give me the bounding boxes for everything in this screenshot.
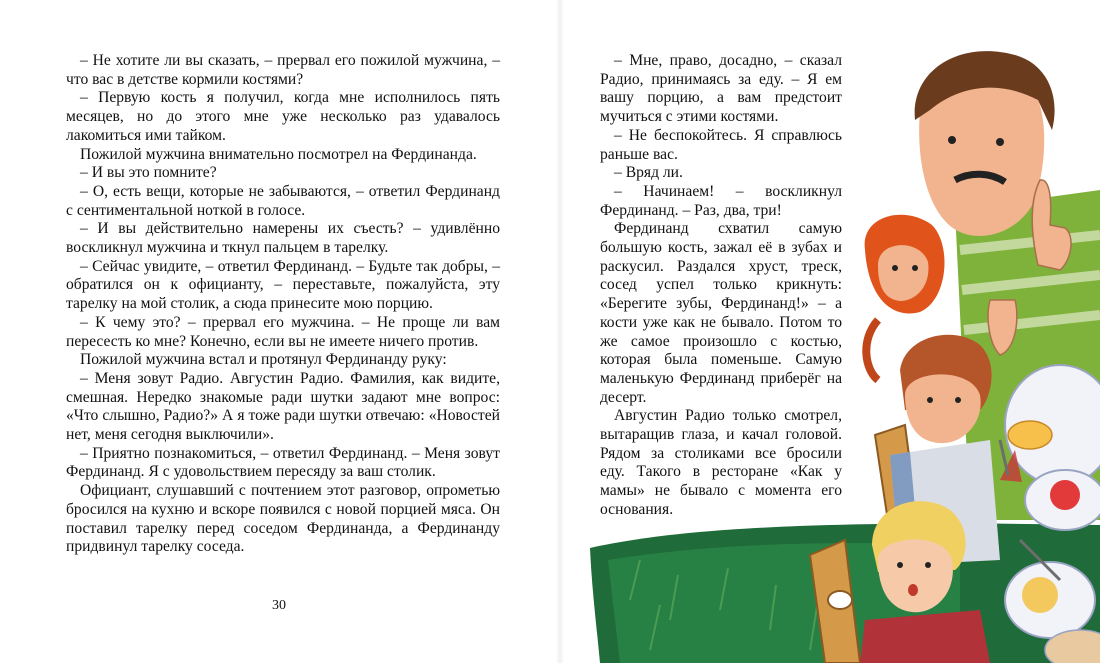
paragraph: Фердинанд схватил самую большую кость, зажал её в зубах и раскусил. Раздался хруст, треск, сосед успел только крикнуть: «Берегите зубы, Фердинанд!» – а кости уже как не бывало. Потом то же самое произошло с костью, которая была поменьше. Самую маленькую Фердинанд приберёг на десерт. [600,220,842,406]
paragraph: – И вы это помните? [80,164,217,182]
right-page [560,0,1100,663]
paragraph: Августин Радио только смотрел, вытаращив глаза, и качал головой. Рядом за столиками все бросили еду. Такого в ресторане «Как у мамы» не бывало с момента его основания. [600,407,842,518]
left-text-column [66,52,500,557]
paragraph: – Приятно познакомиться, – ответил Фердинанд. – Меня зовут Фердинанд. Я с удовольствием пересяду за ваш столик. [66,444,500,481]
paragraph: – Меня зовут Радио. Августин Радио. Фамилия, как видите, смешная. Нередко знакомые ради шутки задают мне вопрос: «Что слышно, Радио?» А я тоже ради шутки отвечаю: «Новостей нет, меня сегодня выключили». [66,369,500,444]
paragraph: Пожилой мужчина внимательно посмотрел на Фердинанда. [80,145,477,163]
right-text-column [600,52,842,520]
page-number: 30 [272,598,286,613]
paragraph: – Не беспокойтесь. Я справлюсь раньше вас. [600,126,842,163]
paragraph: – Начинаем! – воскликнул Фердинанд. – Раз, два, три! [600,182,842,219]
paragraph: – И вы действительно намерены их съесть? – удивлённо воскликнул мужчина и ткнул пальцем в тарелку. [66,220,500,257]
paragraph: – Не хотите ли вы сказать, – прервал его пожилой мужчина, – что вас в детстве кормили костями? [66,52,500,88]
paragraph: – Мне, право, досадно, – сказал Радио, принимаясь за еду. – Я ем вашу порцию, а вам предстоит мучиться с этими костями. [600,52,842,126]
paragraph: – Первую кость я получил, когда мне исполнилось пять месяцев, но до этого мне уже несколько раз удавалось лакомиться ими тайком. [66,89,500,144]
paragraph: – Вряд ли. [614,164,683,182]
paragraph: – Сейчас увидите, – ответил Фердинанд. – Будьте так добры, – обратился он к официанту, – переставьте, пожалуйста, эту тарелку на мой столик, а сюда принесите мою порцию. [66,257,500,313]
paragraph: – К чему это? – прервал его мужчина. – Не проще ли вам пересесть ко мне? Конечно, если вы не имеете ничего против. [66,313,500,350]
paragraph: Пожилой мужчина встал и протянул Фердинанду руку: [80,351,447,369]
paragraph: Официант, слушавший с почтением этот разговор, опрометью бросился на кухню и вскоре появился с новой порцией мяса. Он поставил тарелку перед соседом Фердинанда, а Фердинанду придвинул тарелку соседа. [66,482,500,556]
paragraph: – О, есть вещи, которые не забываются, – ответил Фердинанд с сентиментальной ноткой в голосе. [66,182,500,219]
